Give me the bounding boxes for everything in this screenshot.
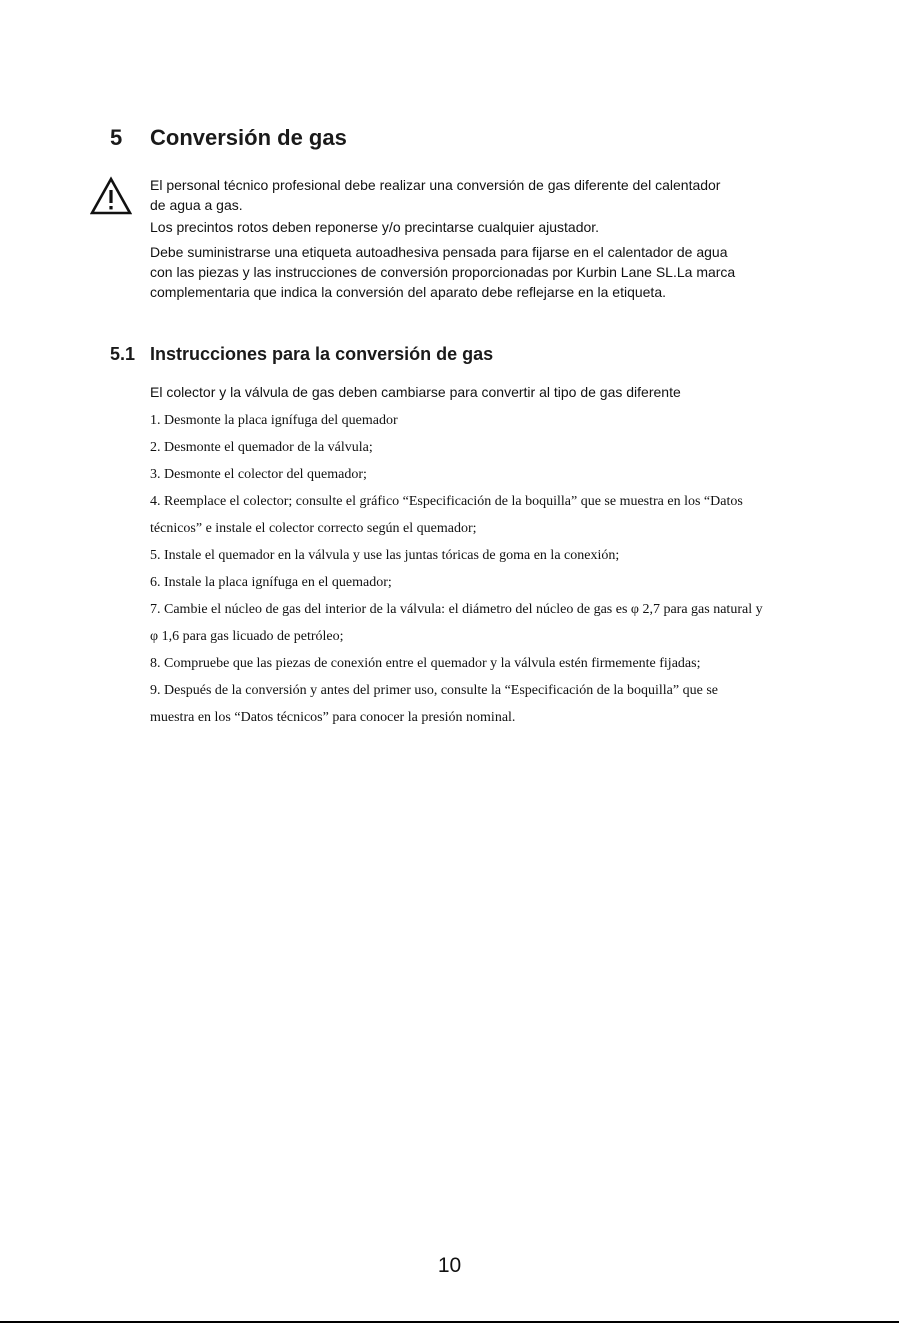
instruction-line: 3. Desmonte el colector del quemador; [150, 467, 367, 482]
warning-paragraph-3 [150, 242, 810, 302]
instructions-intro: El colector y la válvula de gas deben cambiarse para convertir al tipo de gas diferente [150, 384, 681, 400]
instruction-line: φ 1,6 para gas licuado de petróleo; [150, 629, 344, 644]
instruction-line: muestra en los “Datos técnicos” para conocer la presión nominal. [150, 710, 516, 725]
section-number: 5 [110, 125, 123, 150]
instruction-line: 5. Instale el quemador en la válvula y use las juntas tóricas de goma en la conexión; [150, 548, 620, 563]
instruction-line: 8. Compruebe que las piezas de conexión entre el quemador y la válvula estén firmemente fijadas; [150, 656, 701, 671]
instruction-line: 4. Reemplace el colector; consulte el gráfico “Especificación de la boquilla” que se muestra en los “Datos [150, 494, 743, 509]
instructions-list [150, 407, 850, 731]
warning-paragraph-3-line-3: complementaria que indica la conversión del aparato debe reflejarse en la etiqueta. [150, 284, 666, 300]
instruction-line: 6. Instale la placa ignífuga en el quemador; [150, 575, 392, 590]
instruction-line: 9. Después de la conversión y antes del primer uso, consulte la “Especificación de la boquilla” que se [150, 683, 718, 698]
subsection-title: Instrucciones para la conversión de gas [150, 344, 494, 364]
warning-paragraph-2: Los precintos rotos deben reponerse y/o precintarse cualquier ajustador. [150, 219, 600, 235]
warning-paragraph-1-line-2: de agua a gas. [150, 197, 243, 213]
warning-paragraph-1 [150, 175, 810, 215]
warning-triangle-icon [90, 176, 132, 216]
instruction-line: 1. Desmonte la placa ignífuga del quemador [150, 413, 398, 428]
warning-text-block [150, 175, 810, 303]
instruction-line: 2. Desmonte el quemador de la válvula; [150, 440, 373, 455]
section-title: Conversión de gas [150, 125, 347, 150]
instruction-line: 7. Cambie el núcleo de gas del interior de la válvula: el diámetro del núcleo de gas es φ 2,7 para gas natural y [150, 602, 763, 617]
bottom-rule [0, 1321, 899, 1323]
page-number: 10 [437, 1254, 462, 1277]
instruction-line: técnicos” e instale el colector correcto según el quemador; [150, 521, 477, 536]
warning-paragraph-3-line-1: Debe suministrarse una etiqueta autoadhesiva pensada para fijarse en el calentador de agua [150, 244, 728, 260]
instructions-body [150, 382, 850, 731]
warning-paragraph-1-line-1: El personal técnico profesional debe realizar una conversión de gas diferente del calentador [150, 177, 721, 193]
warning-paragraph-3-line-2: con las piezas y las instrucciones de conversión proporcionadas por Kurbin Lane SL.La marca [150, 264, 736, 280]
subsection-number: 5.1 [110, 344, 136, 364]
